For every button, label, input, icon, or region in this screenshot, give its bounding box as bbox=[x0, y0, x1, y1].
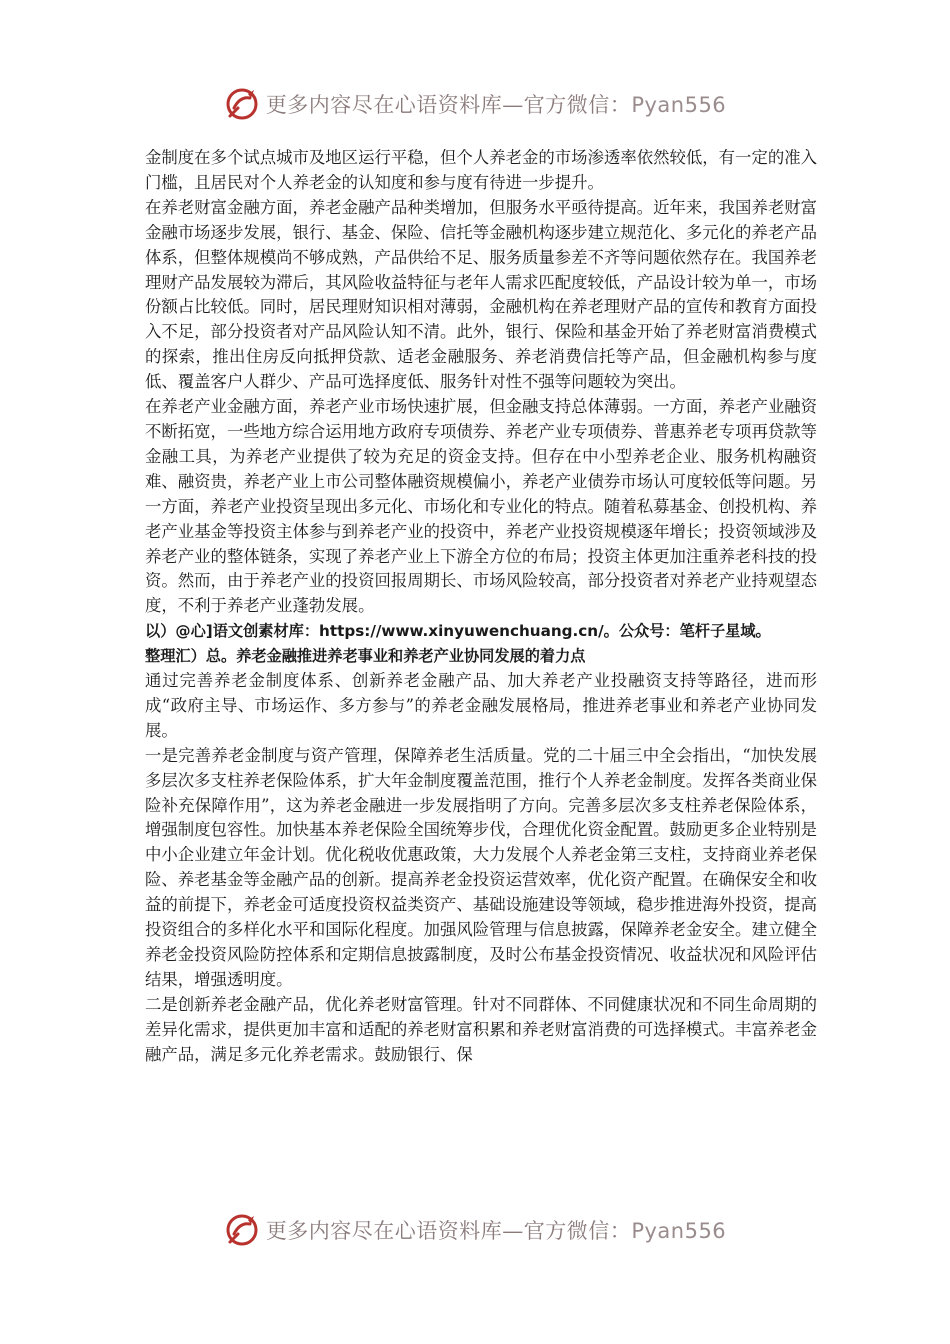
brand-logo-icon bbox=[224, 1212, 260, 1248]
paragraph-5: 通过完善养老金制度体系、创新养老金融产品、加大养老产业投融资支持等路径，进而形成“政府主导、市场运作、多方参与”的养老金融发展格局，推进养老事业和养老产业协同发展。 bbox=[145, 671, 817, 740]
footer-wechat-id: Pyan556 bbox=[631, 1219, 727, 1243]
source-note: 以）@心]语文创素材库：https://www.xinyuwenchuang.cn/。公众号：笔杆子星域。 bbox=[145, 622, 771, 641]
footer-banner-label: 更多内容尽在心语资料库—官方微信： bbox=[265, 1219, 632, 1243]
header-banner-label: 更多内容尽在心语资料库—官方微信： bbox=[265, 93, 632, 117]
paragraph-2: 在养老产业金融方面，养老产业市场快速扩展，但金融支持总体薄弱。一方面，养老产业融资不断拓宽，一些地方综合运用地方政府专项债券、养老产业专项债券、普惠养老专项再贷款等金融工具，为养老产业提供了较为充足的资金支持。但存在中小型养老企业、服务机构融资难、融资贵，养老产业上市公司整体融资规模偏小，养老产业债券市场认可度较低等问题。另一方面，养老产业投资呈现出多元化、市场化和专业化的特点。随着私募基金、创投机构、养老产业基金等投资主体参与到养老产业的投资中，养老产业投资规模逐年增长；投资领域涉及养老产业的整体链条，实现了养老产业上下游全方位的布局；投资主体更加注重养老科技的投资。然而，由于养老产业的投资回报周期长、市场风险较高，部分投资者对养老产业持观望态度，不利于养老产业蓬勃发展。 bbox=[145, 397, 818, 616]
section-heading: 整理汇）总。养老金融推进养老事业和养老产业协同发展的着力点 bbox=[145, 647, 586, 666]
paragraph-7: 二是创新养老金融产品，优化养老财富管理。针对不同群体、不同健康状况和不同生命周期的差异化需求，提供更加丰富和适配的养老财富积累和养老财富消费的可选择模式。丰富养老金融产品，满足多元化养老需求。鼓励银行、保 bbox=[145, 994, 818, 1064]
document-body bbox=[145, 146, 817, 1068]
header-banner-text bbox=[266, 89, 726, 119]
footer-banner bbox=[0, 1210, 950, 1250]
header-banner bbox=[0, 84, 950, 124]
brand-logo-icon bbox=[224, 86, 260, 122]
paragraph-1: 在养老财富金融方面，养老金融产品种类增加，但服务水平亟待提高。近年来，我国养老财富金融市场逐步发展，银行、基金、保险、信托等金融机构逐步建立规范化、多元化的养老产品体系，但整体规模尚不够成熟，产品供给不足、服务质量参差不齐等问题依然存在。我国养老理财产品发展较为滞后，其风险收益特征与老年人需求匹配度较低，产品设计较为单一，市场份额占比较低。同时，居民理财知识相对薄弱，金融机构在养老理财产品的宣传和教育方面投入不足，部分投资者对产品风险认知不清。此外，银行、保险和基金开始了养老财富消费模式的探索，推出住房反向抵押贷款、适老金融服务、养老消费信托等产品，但金融机构参与度低、覆盖客户人群少、产品可选择度低、服务针对性不强等问题较为突出。 bbox=[145, 197, 818, 392]
footer-banner-text bbox=[266, 1215, 726, 1245]
paragraph-0: 金制度在多个试点城市及地区运行平稳，但个人养老金的市场渗透率依然较低，有一定的准入门槛，且居民对个人养老金的认知度和参与度有待进一步提升。 bbox=[145, 148, 818, 192]
header-wechat-id: Pyan556 bbox=[631, 93, 727, 117]
paragraph-6: 一是完善养老金制度与资产管理，保障养老生活质量。党的二十届三中全会指出，“加快发展多层次多支柱养老保险体系，扩大年金制度覆盖范围，推行个人养老金制度。发挥各类商业保险补充保障作用”，这为养老金融进一步发展指明了方向。完善多层次多支柱养老保险体系，增强制度包容性。加快基本养老保险全国统筹步伐，合理优化资金配置。鼓励更多企业特别是中小企业建立年金计划。优化税收优惠政策，大力发展个人养老金第三支柱，支持商业养老保险、养老基金等金融产品的创新。提高养老金投资运营效率，优化资产配置。在确保安全和收益的前提下，养老金可适度投资权益类资产、基础设施建设等领域，稳步推进海外投资，提高投资组合的多样化水平和国际化程度。加强风险管理与信息披露，保障养老金安全。建立健全养老金投资风险防控体系和定期信息披露制度，及时公布基金投资情况、收益状况和风险评估结果，增强透明度。 bbox=[145, 745, 818, 989]
